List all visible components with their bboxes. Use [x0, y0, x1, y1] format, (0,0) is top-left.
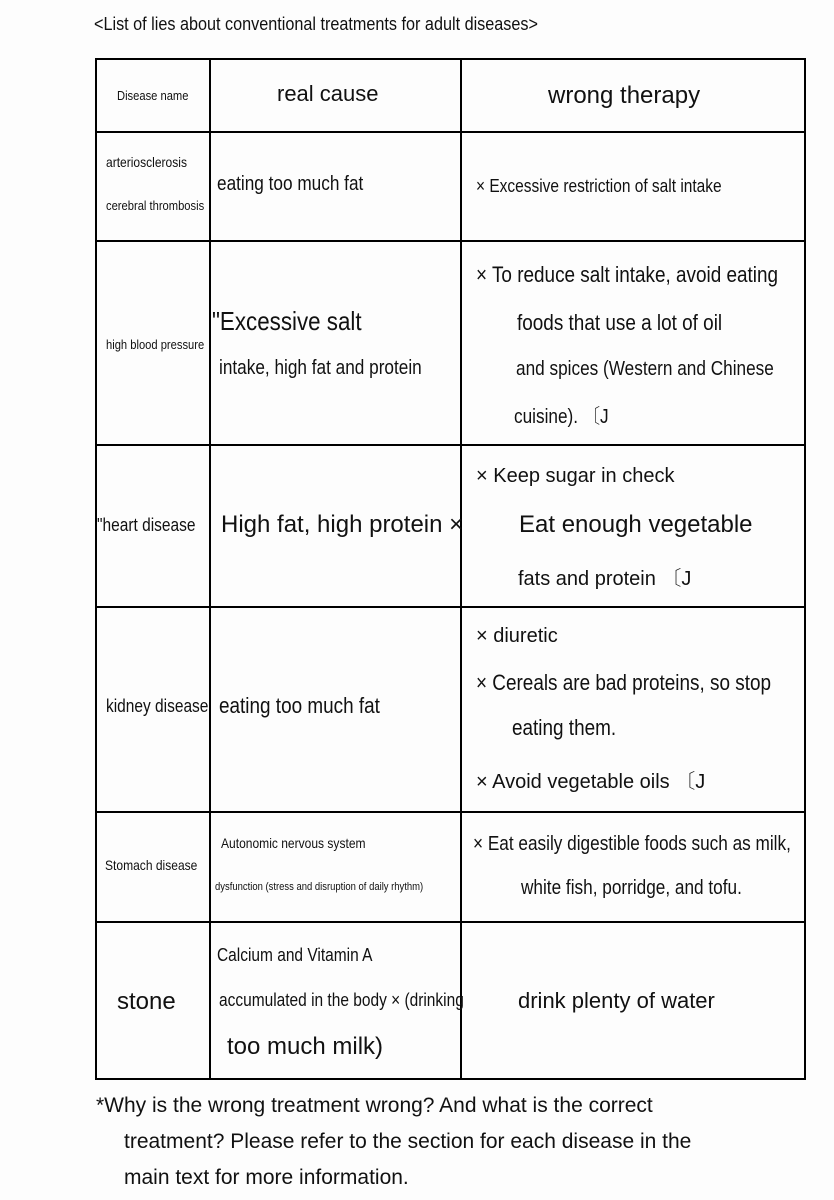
wrong-therapy-text: foods that use a lot of oil [517, 310, 723, 335]
header-wrong-therapy: wrong therapy [548, 82, 701, 109]
wrong-therapy-text: × Avoid vegetable oils 〔J [476, 771, 706, 793]
wrong-therapy-text: cuisine). 〔J [514, 406, 609, 428]
disease-name: high blood pressure [106, 337, 205, 352]
row-divider [97, 811, 804, 813]
real-cause-text: "Excessive salt [212, 306, 362, 336]
real-cause-text: intake, high fat and protein [219, 357, 422, 379]
header-disease-name: Disease name [117, 88, 189, 103]
disease-name: kidney disease [106, 696, 209, 716]
wrong-therapy-text: × To reduce salt intake, avoid eating [476, 262, 779, 287]
footnote-line: treatment? Please refer to the section for each disease in the [124, 1130, 692, 1153]
real-cause-text: accumulated in the body × (drinking [219, 990, 464, 1010]
wrong-therapy-text: eating them. [512, 715, 617, 740]
wrong-therapy-text: × Keep sugar in check [476, 465, 675, 487]
real-cause-text: eating too much fat [217, 173, 364, 195]
disease-name: Stomach disease [105, 857, 198, 873]
wrong-therapy-text: drink plenty of water [518, 988, 715, 1013]
column-divider [209, 60, 211, 1078]
wrong-therapy-text: × Cereals are bad proteins, so stop [476, 670, 772, 695]
row-divider [97, 921, 804, 923]
row-divider [97, 240, 804, 242]
real-cause-text: too much milk) [227, 1033, 384, 1060]
disease-name: cerebral thrombosis [106, 198, 205, 213]
row-divider [97, 444, 804, 446]
real-cause-text: High fat, high protein × [221, 511, 464, 538]
wrong-therapy-text: white fish, porridge, and tofu. [521, 877, 742, 899]
disease-name: stone [117, 988, 176, 1015]
wrong-therapy-text: × Eat easily digestible foods such as milk, [473, 833, 791, 855]
wrong-therapy-text: fats and protein 〔J [518, 568, 692, 590]
wrong-therapy-text: Eat enough vegetable [519, 511, 753, 538]
real-cause-text: Autonomic nervous system [221, 835, 366, 851]
column-divider [460, 60, 462, 1078]
disease-name: arteriosclerosis [106, 154, 187, 170]
real-cause-text: Calcium and Vitamin A [217, 945, 373, 965]
wrong-therapy-text: × diuretic [476, 625, 558, 647]
wrong-therapy-text: × Excessive restriction of salt intake [476, 176, 722, 196]
page-title: <List of lies about conventional treatments for adult diseases> [94, 14, 538, 34]
footnote [96, 1088, 816, 1196]
disease-table [95, 58, 806, 1080]
row-divider [97, 131, 804, 133]
real-cause-text: eating too much fat [219, 693, 380, 718]
wrong-therapy-text: and spices (Western and Chinese [516, 358, 774, 380]
real-cause-text: dysfunction (stress and disruption of daily rhythm) [215, 881, 424, 893]
footnote-line: main text for more information. [124, 1166, 409, 1189]
header-real-cause: real cause [277, 81, 379, 106]
disease-name: "heart disease [97, 515, 196, 535]
footnote-line: *Why is the wrong treatment wrong? And what is the correct [96, 1094, 653, 1117]
row-divider [97, 606, 804, 608]
